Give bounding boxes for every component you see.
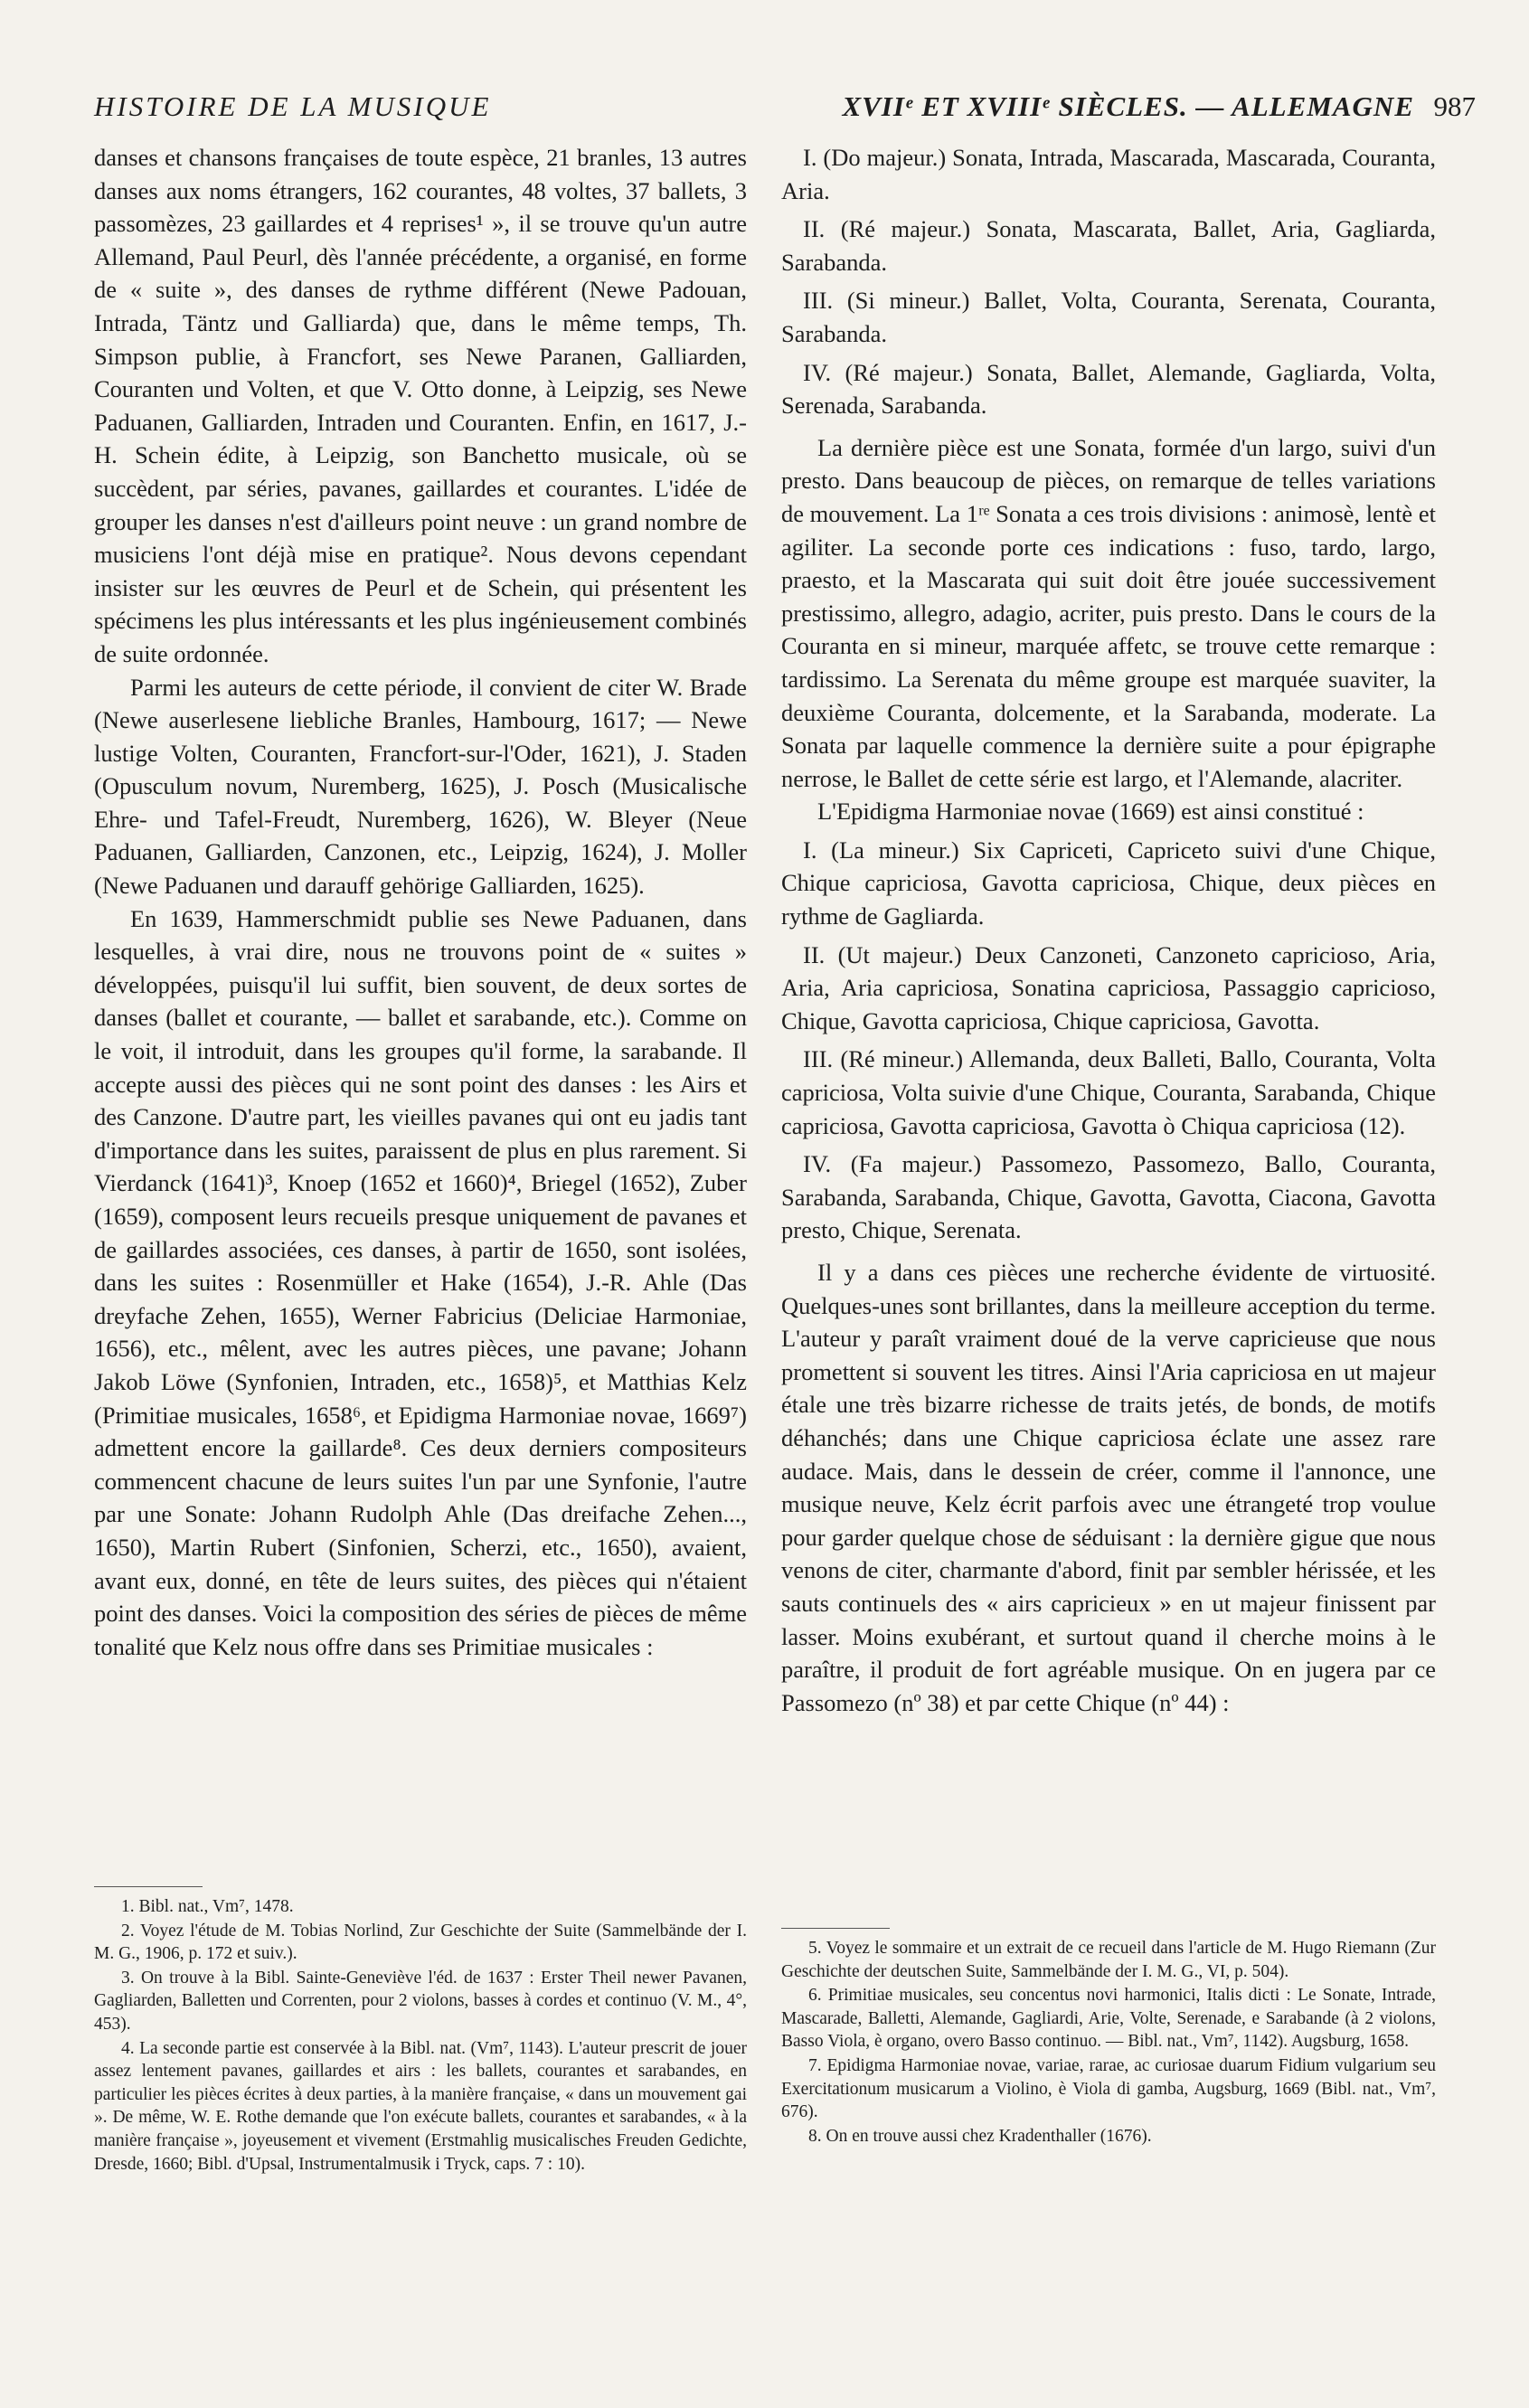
paragraph: La dernière pièce est une Sonata, formée d'un largo, suivi d'un presto. Dans beaucoup de pièces, on remarque de telles variations de mouvement. La 1ʳᵉ Sonata a ces trois divisions : animosè, lentè et agiliter. La seconde porte ces indications : fuso, tardo, largo, praesto, et la Mascarata qui suit doit être jouée successivement prestissimo, allegro, adagio, acriter, puis presto. Dans le cours de la Couranta en si mineur, marquée affetc, se trouve cette remarque : tardissimo. La Serenata du même groupe est marquée suaviter, la deuxième Couranta, dolcemente, et la Sarabanda, moderate. La Sonata par laquelle commence la dernière suite a pour épigraphe nerrose, le Ballet de cette série est largo, et l'Alemande, alacriter.	[781, 433, 1436, 792]
suite-list-item: II. (Ut majeur.) Deux Canzoneti, Canzoneto capricioso, Aria, Aria, Aria capriciosa, Sonatina capriciosa, Passaggio capricioso, Chique, Gavotta capriciosa, Chique capriciosa, Gavotta.	[781, 940, 1436, 1034]
running-header	[94, 90, 1476, 127]
footnote: 2. Voyez l'étude de M. Tobias Norlind, Zur Geschichte der Suite (Sammelbände der I. M. G., 1906, p. 172 et suiv.).	[94, 1921, 747, 1964]
footnote: 5. Voyez le sommaire et un extrait de ce recueil dans l'article de M. Hugo Riemann (Zur Geschichte der deutschen Suite, Sammelbände der I. M. G., VI, p. 504).	[781, 1939, 1436, 1981]
footnote-rule-right	[781, 1928, 890, 1929]
suite-list-item: IV. (Fa majeur.) Passomezo, Passomezo, Ballo, Couranta, Sarabanda, Sarabanda, Chique, Gavotta, Gavotta, Ciacona, Gavotta presto, Chique, Serenata.	[781, 1150, 1436, 1244]
footnote: 7. Epidigma Harmoniae novae, variae, rarae, ac curiosae duarum Fidium vulgarium seu Exercitationum musicarum a Violino, è Viola di gamba, Augsburg, 1669 (Bibl. nat., Vm⁷, 676).	[781, 2055, 1436, 2122]
header-title-right: XVIIᵉ ET XVIIIᵉ SIÈCLES. — ALLEMAGNE	[842, 90, 1414, 122]
left-column	[94, 141, 747, 1663]
right-column	[781, 141, 1436, 1719]
page-number: 987	[1433, 90, 1476, 122]
footnote-rule-left	[94, 1886, 203, 1887]
paragraph: Il y a dans ces pièces une recherche évidente de virtuosité. Quelques-unes sont brillantes, dans la meilleure acception du terme. L'auteur y paraît vraiment doué de la verve capricieuse que nous promettent si souvent les titres. Ainsi l'Aria capriciosa en ut majeur étale une très bizarre richesse de traits jetés, de bonds, de motifs déhanchés; dans une Chique capriciosa éclate une assez rare audace. Mais, dans le dessein de créer, comme il l'annonce, une musique neuve, Kelz écrit parfois avec une étrangeté trop voulue pour garder quelque chose de séduisant : la dernière gigue que nous venons de citer, charmante d'abord, finit par sembler hérissée, et les sauts continuels des « airs capricieux » en ut majeur finissent par lasser. Moins exubérant, et surtout quand il cherche moins à le paraître, il produit de fort agréable musique. On en jugera par ce Passomezo (nº 38) et par cette Chique (nº 44) :	[781, 1259, 1436, 1716]
paragraph: En 1639, Hammerschmidt publie ses Newe Paduanen, dans lesquelles, à vrai dire, nous ne trouvons point de « suites » développées, puisqu'il lui suffit, bien souvent, de deux sortes de danses (ballet et courante, — ballet et sarabande, etc.). Comme on le voit, il introduit, dans les groupes qu'il forme, la sarabande. Il accepte aussi des pièces qui ne sont point des danses : les Airs et des Canzone. D'autre part, les vieilles pavanes qui ont eu jadis tant d'importance dans les suites, paraissent de plus en plus rarement. Si Vierdanck (1641)³, Knoep (1652 et 1660)⁴, Briegel (1652), Zuber (1659), composent leurs recueils presque uniquement de pavanes et de gaillardes associées, ces danses, à partir de 1650, sont isolées, dans les suites : Rosenmüller et Hake (1654), J.-R. Ahle (Das dreyfache Zehen, 1655), Werner Fabricius (Deliciae Harmoniae, 1656), etc., mêlent, avec les autres pièces, une pavane; Johann Jakob Löwe (Synfonien, Intraden, etc., 1658)⁵, et Matthias Kelz (Primitiae musicales, 1658⁶, et Epidigma Harmoniae novae, 1669⁷) admettent encore la gaillarde⁸. Ces deux derniers compositeurs commencent chacune de leurs suites l'un par une Synfonie, l'autre par une Sonate: Johann Rudolph Ahle (Das dreifache Zehen..., 1650), Martin Rubert (Sinfonien, Scherzi, etc., 1650), avaient, avant eux, donné, en tête de leurs suites, des pièces qui n'étaient point des danses. Voici la composition des séries de pièces de même tonalité que Kelz nous offre dans ses Primitiae musicales :	[94, 904, 747, 1660]
paragraph: danses et chansons françaises de toute espèce, 21 branles, 13 autres danses aux noms étrangers, 162 courantes, 48 voltes, 37 ballets, 3 passomèzes, 23 gaillardes et 4 reprises¹ », il se trouve qu'un autre Allemand, Paul Peurl, dès l'année précédente, a organisé, en forme de « suite », des danses de rythme différent (Newe Padouan, Intrada, Täntz und Galliarda) que, dans le même temps, Th. Simpson publie, à Francfort, ses Newe Paranen, Galliarden, Couranten und Volten, et que V. Otto donne, à Leipzig, ses Newe Paduanen, Galliarden, Intraden und Couranten. Enfin, en 1617, J.-H. Schein édite, à Leipzig, son Banchetto musicale, où se succèdent, par séries, pavanes, gaillardes et courantes. L'idée de grouper les danses n'est d'ailleurs point neuve : un grand nombre de musiciens l'ont déjà mise en pratique². Nous devons cependant insister sur les œuvres de Peurl et de Schein, qui présentent les spécimens les plus intéressants et les plus ingénieusement combinés de suite ordonnée.	[94, 144, 747, 667]
paragraph: Parmi les auteurs de cette période, il convient de citer W. Brade (Newe auserlesene liebliche Branles, Hambourg, 1617; — Newe lustige Volten, Couranten, Francfort-sur-l'Oder, 1621), J. Staden (Opusculum novum, Nuremberg, 1625), J. Posch (Musicalische Ehre- und Tafel-Freudt, Nuremberg, 1626), W. Bleyer (Neue Paduanen, Galliarden, Canzonen, etc., Leipzig, 1624), J. Moller (Newe Paduanen und darauff gehörige Galliarden, 1625).	[94, 673, 747, 900]
suite-list-item: III. (Si mineur.) Ballet, Volta, Couranta, Serenata, Couranta, Sarabanda.	[781, 287, 1436, 347]
paragraph: L'Epidigma Harmoniae novae (1669) est ainsi constitué :	[817, 798, 1364, 826]
suite-list-item: II. (Ré majeur.) Sonata, Mascarata, Ballet, Aria, Gagliarda, Sarabanda.	[781, 215, 1436, 276]
footnotes-right	[781, 1937, 1436, 2148]
footnote: 4. La seconde partie est conservée à la Bibl. nat. (Vm⁷, 1143). L'auteur prescrit de jouer assez lentement pavanes, gaillardes et airs : les ballets, courantes et sarabandes, en particulier les pièces écrites à deux parties, à la manière française, « dans un mouvement gai ». De même, W. E. Rothe demande que l'on exécute ballets, courantes et sarabandes, « à la manière française », joyeusement et vivement (Erstmahlig musicalisches Freuden Gedichte, Dresde, 1660; Bibl. d'Upsal, Instrumentalmusik i Tryck, caps. 7 : 10).	[94, 2038, 747, 2174]
footnote: 8. On en trouve aussi chez Kradenthaller (1676).	[808, 2126, 1152, 2146]
footnotes-left	[94, 1895, 747, 2177]
footnote: 6. Primitiae musicales, seu concentus novi harmonici, Italis dicti : Le Sonate, Intrade, Mascarade, Balletti, Alemande, Gagliardi, Arie, Volte, Serenade, e Sarabande (à 2 violons, Basso Viola, è organo, overo Basso continuo. — Bibl. nat., Vm⁷, 1142). Augsburg, 1658.	[781, 1986, 1436, 2052]
header-title-left: HISTOIRE DE LA MUSIQUE	[94, 90, 492, 122]
suite-list-item: I. (La mineur.) Six Capriceti, Capriceto suivi d'une Chique, Chique capriciosa, Gavotta capriciosa, Chique, deux pièces en rythme de Gagliarda.	[781, 836, 1436, 930]
suite-list-item: III. (Ré mineur.) Allemanda, deux Balleti, Ballo, Couranta, Volta capriciosa, Volta suivie d'une Chique, Couranta, Sarabanda, Chique capriciosa, Gavotta capriciosa, Gavotta ò Chiqua capriciosa (12).	[781, 1045, 1436, 1139]
footnote: 1. Bibl. nat., Vm⁷, 1478.	[121, 1897, 294, 1916]
suite-list-item: I. (Do majeur.) Sonata, Intrada, Mascarada, Mascarada, Couranta, Aria.	[781, 144, 1436, 204]
footnote: 3. On trouve à la Bibl. Sainte-Geneviève l'éd. de 1637 : Erster Theil newer Pavanen, Gagliarden, Balletten und Correnten, pour 2 violons, basses à cordes et continuo (V. M., 4°, 453).	[94, 1968, 747, 2034]
suite-list-item: IV. (Ré majeur.) Sonata, Ballet, Alemande, Gagliarda, Volta, Serenada, Sarabanda.	[781, 358, 1436, 420]
